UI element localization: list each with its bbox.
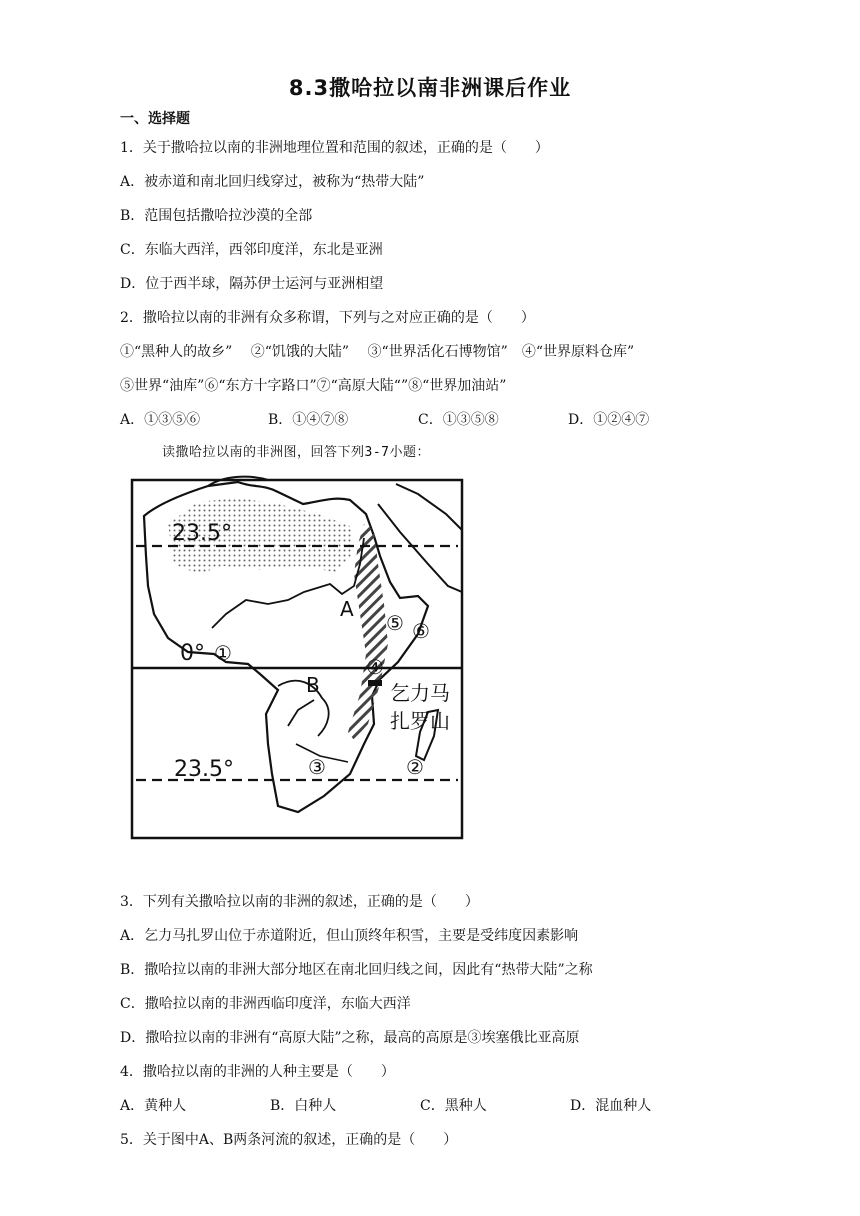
q2-option-c: C．①③⑤⑧ — [418, 412, 499, 428]
label-river-a: A — [340, 597, 354, 621]
mark-4: ④ — [366, 655, 384, 679]
q2-items-line1: ①“黑种人的故乡” ②“饥饿的大陆” ③“世界活化石博物馆” ④“世界原料仓库” — [120, 344, 635, 360]
q4-option-d: D．混血种人 — [570, 1098, 652, 1114]
mark-5: ⑤ — [386, 611, 404, 635]
q2-stem: 2．撒哈拉以南的非洲有众多称谓，下列与之对应正确的是（ ） — [120, 310, 535, 326]
q4-option-b: B．白种人 — [270, 1098, 337, 1114]
q1-option-d: D．位于西半球，隔苏伊士运河与亚洲相望 — [120, 276, 384, 292]
q5-stem: 5．关于图中A、B两条河流的叙述，正确的是（ ） — [120, 1132, 458, 1148]
q1-option-b: B．范围包括撒哈拉沙漠的全部 — [120, 208, 313, 224]
q1-option-a: A．被赤道和南北回归线穿过，被称为“热带大陆” — [120, 174, 425, 190]
mark-6: ⑥ — [412, 619, 430, 643]
q4-stem: 4．撒哈拉以南的非洲的人种主要是（ ） — [120, 1064, 395, 1080]
section-heading: 一、选择题 — [120, 111, 190, 127]
mark-2: ② — [406, 755, 424, 779]
q2-option-b: B．①④⑦⑧ — [268, 412, 349, 428]
page-title: 8.3撒哈拉以南非洲课后作业 — [288, 76, 572, 100]
mark-1: ① — [214, 641, 232, 665]
mark-3: ③ — [308, 755, 326, 779]
q3-option-a: A．乞力马扎罗山位于赤道附近，但山顶终年积雪，主要是受纬度因素影响 — [120, 928, 579, 944]
q1-option-c: C．东临大西洋，西邻印度洋，东北是亚洲 — [120, 242, 383, 258]
label-equator: 0° — [180, 641, 205, 666]
q3-option-d: D．撒哈拉以南的非洲有“高原大陆”之称，最高的高原是③埃塞俄比亚高原 — [120, 1030, 580, 1046]
q4-options — [120, 1095, 740, 1115]
map-caption: 读撒哈拉以南的非洲图，回答下列3-7小题： — [162, 445, 430, 460]
asia-coast — [378, 484, 462, 592]
label-tropic-south: 23.5° — [174, 757, 234, 782]
q2-items-line2: ⑤世界“油库”⑥“东方十字路口”⑦“高原大陆“”⑧“世界加油站” — [120, 378, 507, 394]
q1-stem: 1．关于撒哈拉以南的非洲地理位置和范围的叙述，正确的是（ ） — [120, 140, 549, 156]
q2-options — [120, 409, 740, 429]
label-kilimanjaro-2: 扎罗山 — [390, 709, 450, 733]
label-kilimanjaro-1: 乞力马 — [390, 681, 450, 705]
q3-stem: 3．下列有关撒哈拉以南的非洲的叙述，正确的是（ ） — [120, 894, 479, 910]
river-b — [278, 681, 329, 736]
q2-option-a: A．①③⑤⑥ — [120, 412, 201, 428]
africa-map — [128, 474, 468, 844]
q3-option-b: B．撒哈拉以南的非洲大部分地区在南北回归线之间，因此有“热带大陆”之称 — [120, 962, 593, 978]
q2-option-d: D．①②④⑦ — [568, 412, 650, 428]
label-river-b: B — [306, 673, 320, 697]
q4-option-c: C．黑种人 — [420, 1098, 487, 1114]
q3-option-c: C．撒哈拉以南的非洲西临印度洋，东临大西洋 — [120, 996, 411, 1012]
rift-valley — [348, 524, 388, 740]
kilimanjaro-marker — [368, 680, 382, 686]
label-tropic-north: 23.5° — [172, 521, 232, 546]
q4-option-a: A．黄种人 — [120, 1098, 187, 1114]
